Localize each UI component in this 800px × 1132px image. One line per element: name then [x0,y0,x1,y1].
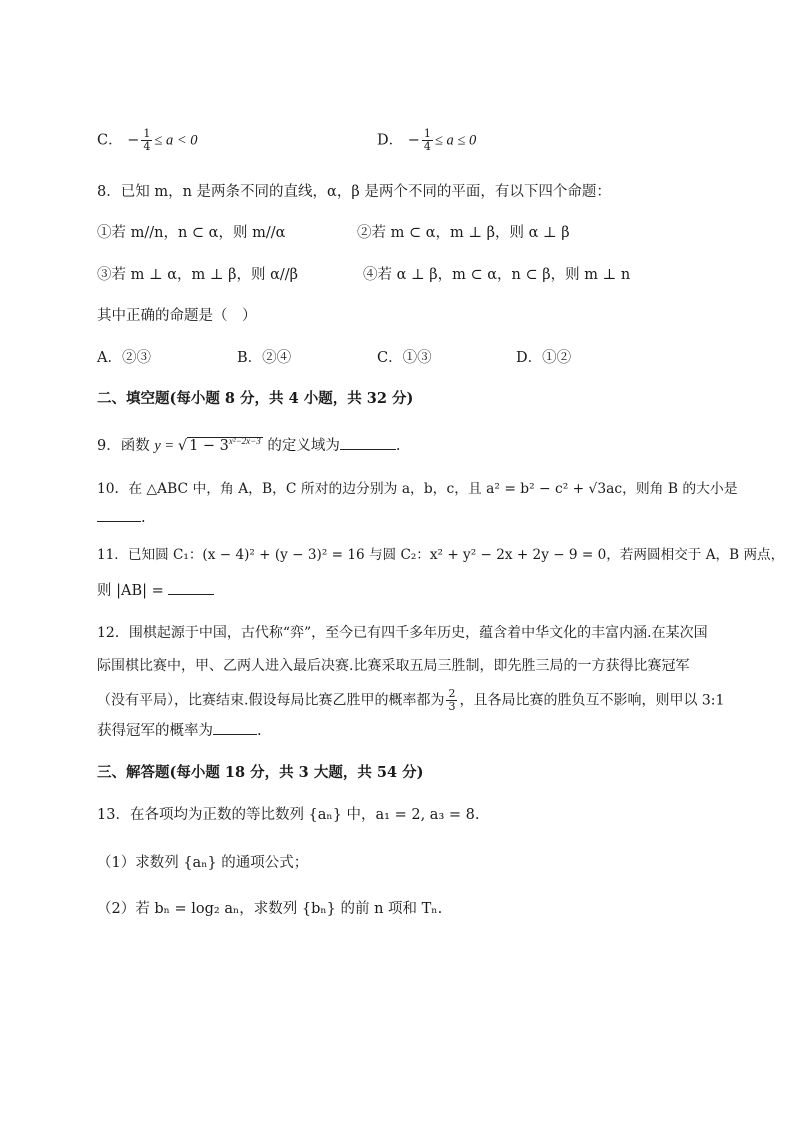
q7-option-c-denominator: 4 [143,140,151,153]
q10-line-2 [97,507,146,529]
q10-end: . [141,510,146,526]
q7-option-d-label: D． [377,132,404,149]
q9-function-lhs: y = [154,437,178,454]
q11-line-2 [97,580,214,602]
q7-option-d-sign: − [407,132,420,149]
q9-prefix: 9．函数 [97,437,155,454]
q7-option-c-numerator: 1 [143,127,151,140]
q7-option-d-fraction [422,128,433,153]
q12-line-2: 际围棋比赛中，甲、乙两人进入最后决赛.比赛采取五局三胜制，即先胜三局的一方获得比赛冠军 [97,658,690,674]
q12-answer-blank[interactable] [213,720,257,735]
section-3-heading: 三、解答题(每小题 18 分，共 3 大题，共 54 分) [97,764,424,781]
q8-proposition-2: ②若 m ⊂ α，m ⊥ β，则 α ⊥ β [357,225,570,241]
q7-option-c [97,128,198,153]
q13-stem: 13．在各项均为正数的等比数列 {aₙ} 中，a₁ = 2, a₃ = 8. [97,807,480,823]
q12-line-4-text: 获得冠军的概率为 [97,723,213,739]
q8-option-b: B．②④ [237,350,292,366]
q8-option-d: D．①② [516,350,572,366]
q9-answer-blank[interactable] [340,435,396,450]
q7-option-d-numerator: 1 [423,127,431,140]
q7-option-c-label: C． [97,132,123,149]
q11-ab-expression: 则 |AB| = [97,583,169,599]
q11-line-1: 11．已知圆 C₁：(x − 4)² + (y − 3)² = 16 与圆 C₂：x² + y² − 2x + 2y − 9 = 0，若两圆相交于 A，B 两点， [97,547,785,563]
q12-line-3-end: ，且各局比赛的胜负互不影响，则甲以 3:1 [459,692,725,709]
q7-option-c-inequality: ≤ a < 0 [154,132,198,149]
q12-fraction-numerator: 2 [448,687,456,700]
q8-proposition-4: ④若 α ⊥ β，m ⊂ α，n ⊂ β，则 m ⊥ n [363,267,631,283]
q9-exponent: x²−2x−3 [228,436,261,446]
q10-answer-blank[interactable] [97,507,141,522]
q7-option-d [377,128,476,153]
q7-option-c-fraction [141,128,152,153]
q8-question: 其中正确的命题是（ ） [97,308,257,324]
q9-suffix: 的定义域为 [262,437,340,454]
q7-option-d-denominator: 4 [423,140,431,153]
q9-end: . [395,437,401,454]
q12-line-1: 12．围棋起源于中国，古代称“弈”，至今已有四千多年历史，蕴含着中华文化的丰富内涵.在某次国 [97,625,708,641]
q8-stem: 8．已知 m，n 是两条不同的直线，α，β 是两个不同的平面，有以下四个命题： [97,184,611,200]
q7-option-c-sign: − [127,132,140,149]
q9-radicand: 1 − 3 [189,437,229,454]
q8-proposition-1: ①若 m//n，n ⊂ α，则 m//α [97,225,286,241]
q9 [97,430,400,457]
q8-proposition-3: ③若 m ⊥ α，m ⊥ β，则 α//β [97,267,299,283]
q8-option-a: A．②③ [97,350,151,366]
q12-line-4 [97,720,262,742]
q13-part-2: （2）若 bₙ = log₂ aₙ，求数列 {bₙ} 的前 n 项和 Tₙ. [97,901,443,917]
q8-option-c: C．①③ [377,350,432,366]
q12-line-3-start: （没有平局），比赛结束.假设每局比赛乙胜甲的概率都为 [97,692,445,709]
q9-sqrt: √ $1 - 3^{x^2-2x-3}$ [177,436,261,454]
q10-line-1: 10．在 △ABC 中，角 A，B，C 所对的边分别为 a，b，c，且 a² = b² − c² + √3ac，则角 B 的大小是 [97,481,738,497]
q11-answer-blank[interactable] [168,580,214,595]
q7-option-d-inequality: ≤ a ≤ 0 [434,132,477,149]
q13-part-1: （1）求数列 {aₙ} 的通项公式； [97,855,309,871]
q12-probability-fraction [446,688,457,713]
section-2-heading: 二、填空题(每小题 8 分，共 4 小题，共 32 分) [97,390,414,407]
q12-fraction-denominator: 3 [448,700,456,713]
q12-line-3 [97,688,724,713]
q12-end: . [257,723,262,739]
